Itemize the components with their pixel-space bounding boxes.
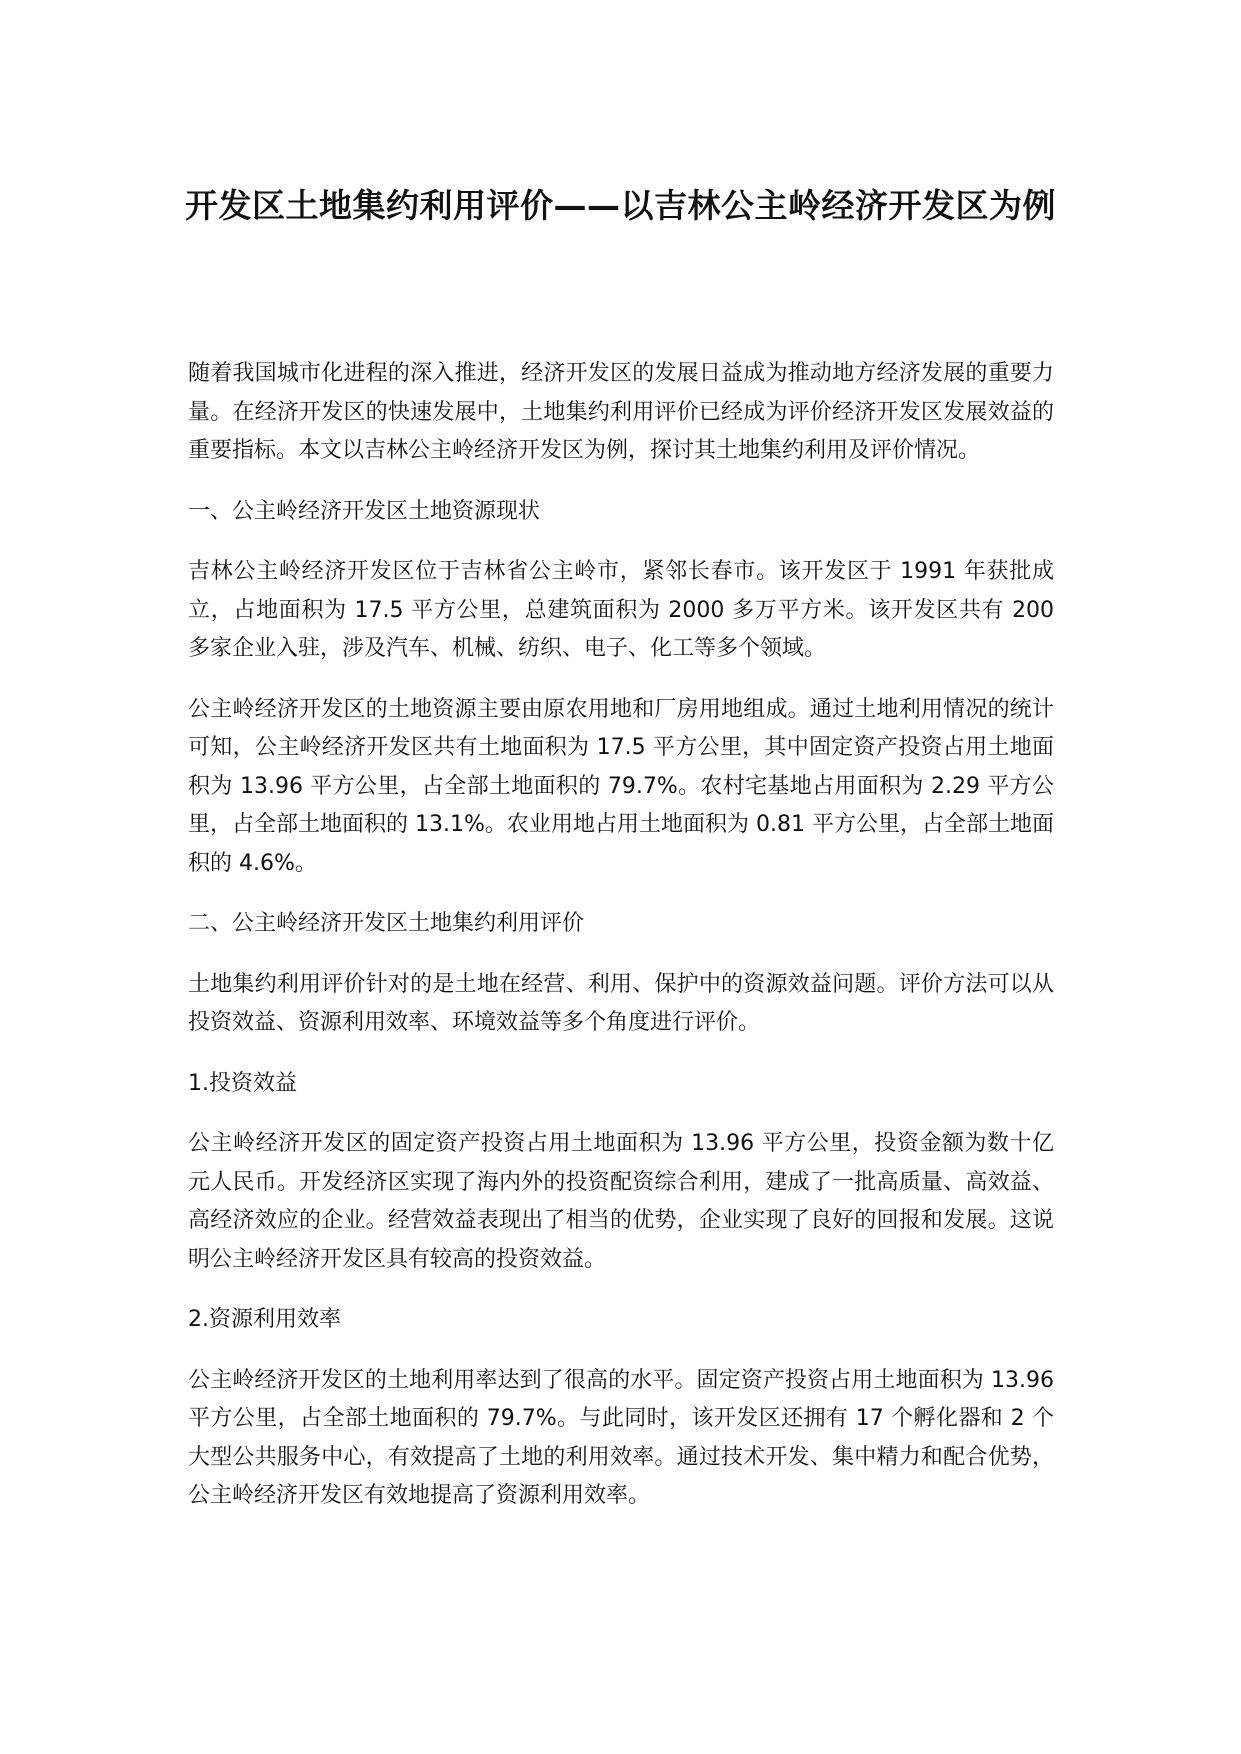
paragraph-resource: 公主岭经济开发区的土地利用率达到了很高的水平。固定资产投资占用土地面积为 13.96 平方公里，占全部土地面积的 79.7%。与此同时，该开发区还拥有 17 个孵化器和 2 个大型公共服务中心，有效提高了土地的利用效率。通过技术开发、集中精力和配合优势，公主岭经济开发区有效地提高了资源利用效率。: [188, 1367, 1054, 1508]
paragraph-intro: 随着我国城市化进程的深入推进，经济开发区的发展日益成为推动地方经济发展的重要力量。在经济开发区的快速发展中，土地集约利用评价已经成为评价经济开发区发展效益的重要指标。本文以吉林公主岭经济开发区为例，探讨其土地集约利用及评价情况。: [188, 361, 1054, 463]
subsection-heading-resource: 2.资源利用效率: [188, 1307, 341, 1332]
paragraph-evaluation-method: 土地集约利用评价针对的是土地在经营、利用、保护中的资源效益问题。评价方法可以从投资效益、资源利用效率、环境效益等多个角度进行评价。: [188, 971, 1054, 1035]
document-title: 开发区土地集约利用评价——以吉林公主岭经济开发区为例: [185, 186, 1056, 225]
paragraph-location: 吉林公主岭经济开发区位于吉林省公主岭市，紧邻长春市。该开发区于 1991 年获批成立，占地面积为 17.5 平方公里，总建筑面积为 2000 多万平方米。该开发区共有 200 多家企业入驻，涉及汽车、机械、纺织、电子、化工等多个领域。: [188, 559, 1054, 661]
document-body: [188, 355, 1054, 1538]
paragraph-investment: 公主岭经济开发区的固定资产投资占用土地面积为 13.96 平方公里，投资金额为数十亿元人民币。开发经济区实现了海内外的投资配资综合利用，建成了一批高质量、高效益、高经济效应的企业。经营效益表现出了相当的优势，企业实现了良好的回报和发展。这说明公主岭经济开发区具有较高的投资效益。: [188, 1131, 1054, 1272]
paragraph-land-composition: 公主岭经济开发区的土地资源主要由原农用地和厂房用地组成。通过土地利用情况的统计可知，公主岭经济开发区共有土地面积为 17.5 平方公里，其中固定资产投资占用土地面积为 13.96 平方公里，占全部土地面积的 79.7%。农村宅基地占用面积为 2.29 平方公里，占全部土地面积的 13.1%。农业用地占用土地面积为 0.81 平方公里，占全部土地面积的 4.6%。: [188, 696, 1054, 876]
subsection-heading-investment: 1.投资效益: [188, 1070, 297, 1096]
section-heading-1: 一、公主岭经济开发区土地资源现状: [188, 498, 541, 524]
section-heading-2: 二、公主岭经济开发区土地集约利用评价: [188, 911, 585, 936]
